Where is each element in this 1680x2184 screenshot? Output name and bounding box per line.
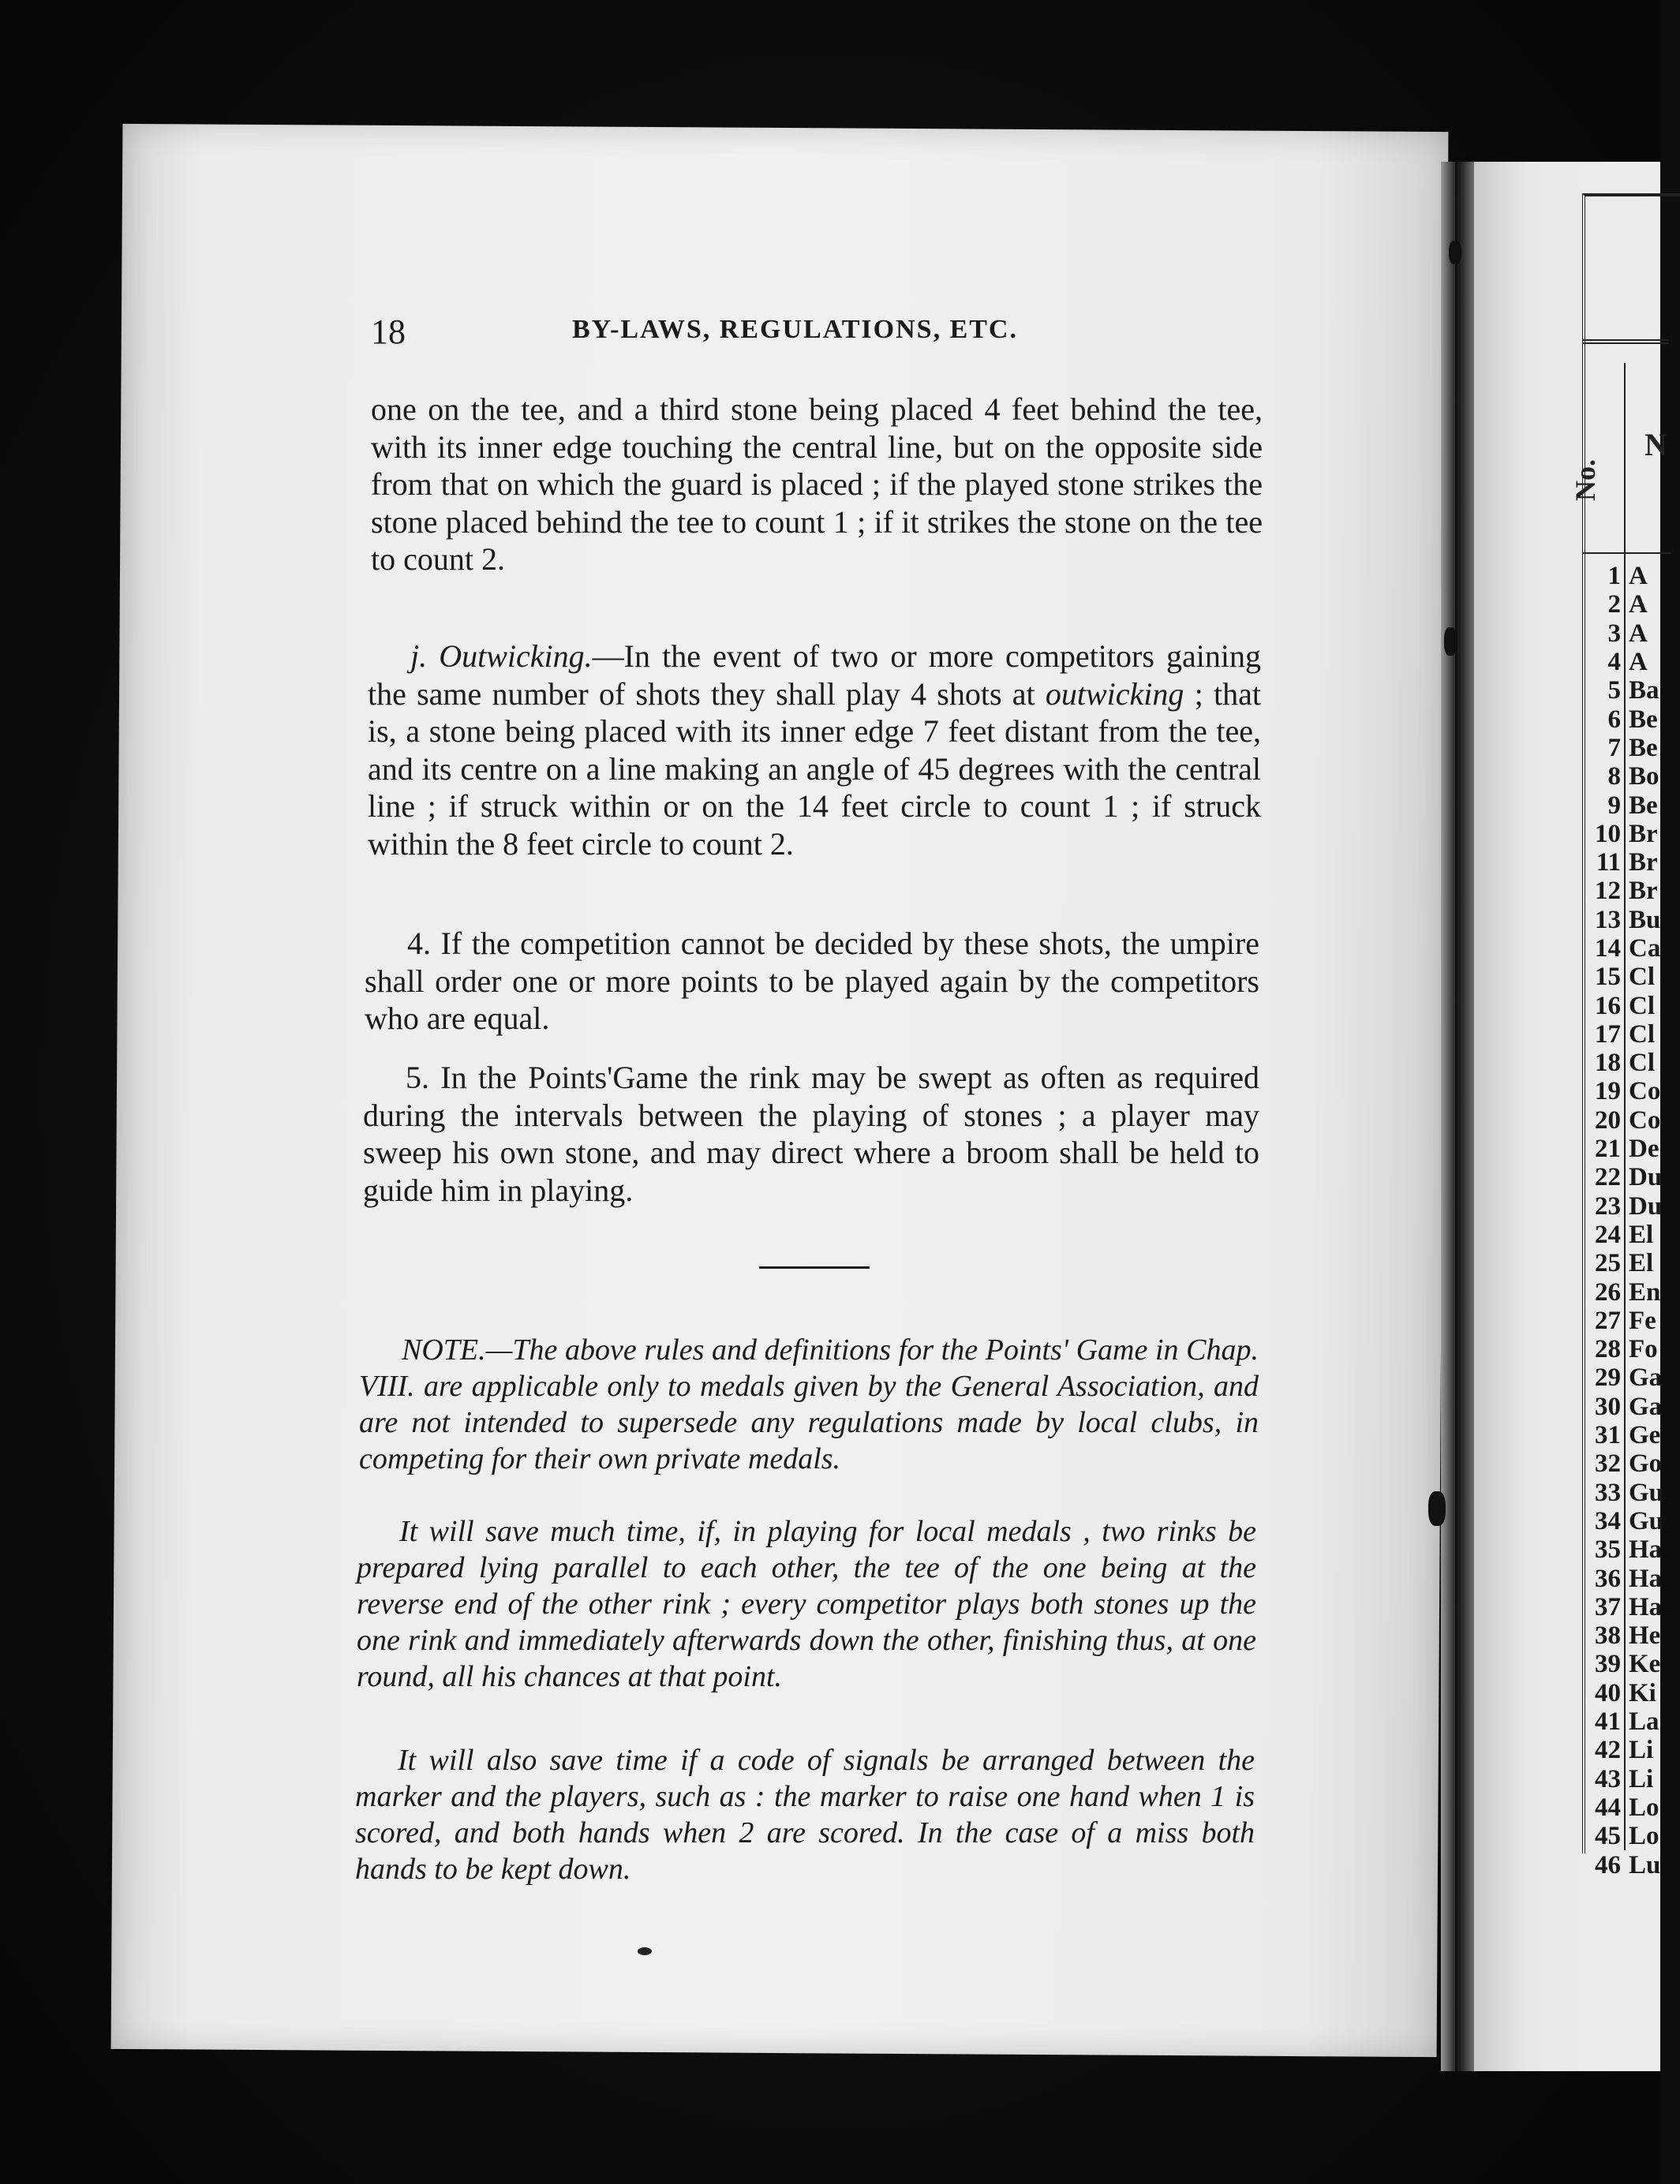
row-name-fragment: La — [1629, 1707, 1659, 1737]
row-name-fragment: Ga — [1629, 1363, 1663, 1393]
row-number: 14 — [1595, 934, 1621, 963]
facing-head-rule — [1582, 552, 1671, 554]
row-name-fragment: Ga — [1629, 1392, 1663, 1421]
row-name-fragment: Cl — [1629, 1019, 1655, 1049]
running-head: BY-LAWS, REGULATIONS, ETC. — [572, 315, 1018, 344]
row-number: 46 — [1595, 1850, 1621, 1879]
row-number: 42 — [1595, 1736, 1621, 1765]
row-number: 10 — [1595, 819, 1621, 848]
row-number: 37 — [1595, 1592, 1621, 1621]
facing-table-row — [1585, 1564, 1679, 1592]
row-name-fragment: Fo — [1629, 1335, 1658, 1364]
row-number: 13 — [1595, 905, 1621, 934]
row-number: 40 — [1595, 1678, 1621, 1707]
row-number: 41 — [1595, 1707, 1621, 1737]
row-number: 39 — [1595, 1650, 1621, 1679]
row-name-fragment: Du — [1629, 1191, 1663, 1221]
row-name-fragment: Go — [1629, 1449, 1663, 1479]
row-name-fragment: Li — [1629, 1736, 1654, 1765]
facing-table-row — [1585, 1192, 1679, 1221]
row-name-fragment: De — [1629, 1135, 1659, 1164]
row-name-fragment: Co — [1629, 1105, 1661, 1135]
facing-table-row — [1585, 1163, 1679, 1191]
facing-table-row — [1585, 1106, 1679, 1135]
facing-table-row — [1585, 1363, 1679, 1392]
row-name-fragment: A — [1629, 590, 1648, 619]
paragraph-text: 5. In the Points'Game the rink may be swept as often as required during the intervals between the playing of stones ; a player may sweep his own stone, and may direct where a broom shall be held to guide him in playing. — [363, 1060, 1259, 1208]
row-name-fragment: Lo — [1629, 1822, 1659, 1851]
clause-title: Outwicking. — [439, 638, 593, 674]
row-number: 28 — [1595, 1335, 1621, 1364]
row-name-fragment: Ge — [1629, 1421, 1661, 1450]
binding-mark — [1444, 627, 1457, 656]
row-name-fragment: He — [1629, 1621, 1661, 1651]
note-paragraph-1: NOTE.—The above rules and definitions for the Points' Game in Chap. VIII. are applicable only to medals given by the General Association, and are not intended to supersede any regulations made by local clubs, in competing for their own private medals. — [359, 1333, 1259, 1475]
row-name-fragment: Gu — [1629, 1478, 1664, 1507]
row-name-fragment: El — [1629, 1220, 1654, 1249]
facing-table-row — [1585, 1277, 1679, 1306]
facing-table-row — [1585, 1421, 1679, 1449]
facing-table-row — [1585, 1822, 1679, 1850]
row-number: 7 — [1607, 733, 1621, 762]
paragraph-text: one on the tee, and a third stone being placed 4 feet behind the tee, with its inner edge touching the central line, but on the opposite side from that on which the guard is placed ; if the played stone strikes the stone placed behind the tee to count 1 ; if it strikes the stone on the tee to count 2. — [371, 391, 1263, 577]
row-name-fragment: Cl — [1629, 963, 1655, 992]
facing-table-row — [1585, 1507, 1679, 1535]
paragraph-4 — [365, 925, 1259, 1038]
facing-table-rule — [1582, 339, 1669, 344]
facing-table-row — [1585, 1479, 1679, 1507]
row-number: 3 — [1607, 619, 1621, 648]
row-name-fragment: Ca — [1629, 934, 1661, 963]
clause-text: —In the event of two or more competitors gaining the same number of shots they shall play 4 shots at — [368, 638, 1261, 712]
row-number: 43 — [1595, 1764, 1621, 1793]
row-number: 12 — [1595, 877, 1621, 906]
row-number: 5 — [1607, 676, 1621, 705]
facing-table-row — [1585, 906, 1679, 934]
facing-table-row — [1585, 791, 1679, 819]
row-name-fragment: Ki — [1629, 1678, 1656, 1707]
row-name-fragment: El — [1629, 1249, 1654, 1278]
paragraph-continued — [371, 391, 1263, 578]
clause-text-continued: ; that is, a stone being placed with its inner edge 7 feet distant from the tee, and its centre on a line making an angle of 45 degrees with the central line ; if struck within or on the 14 feet circle to count 1 ; if struck within the 8 feet circle to count 2. — [368, 675, 1262, 862]
paragraph-5 — [363, 1059, 1259, 1209]
row-number: 17 — [1595, 1019, 1621, 1049]
row-number: 4 — [1607, 648, 1621, 677]
row-number: 23 — [1595, 1191, 1621, 1221]
row-number: 16 — [1595, 991, 1621, 1020]
row-name-fragment: En — [1629, 1277, 1661, 1307]
row-name-fragment: A — [1629, 648, 1648, 677]
facing-table-row — [1585, 934, 1679, 963]
row-name-fragment: Bo — [1629, 762, 1659, 791]
facing-table-row — [1585, 848, 1679, 877]
row-number: 9 — [1607, 791, 1621, 820]
paragraph-text: 4. If the competition cannot be decided by these shots, the umpire shall order one or more points to be played again by the competitors who are equal. — [365, 926, 1259, 1036]
facing-table-row — [1585, 1335, 1679, 1363]
row-name-fragment: Ha — [1629, 1564, 1663, 1593]
row-number: 2 — [1607, 590, 1621, 619]
facing-table-row — [1585, 1049, 1679, 1077]
row-number: 33 — [1595, 1478, 1621, 1507]
facing-table-row — [1585, 1535, 1679, 1564]
row-number: 1 — [1607, 562, 1621, 591]
row-name-fragment: Bu — [1629, 905, 1661, 934]
facing-table-row — [1585, 1736, 1679, 1764]
clause-label: j. — [410, 638, 428, 674]
facing-table-row — [1585, 1764, 1679, 1793]
facing-table-row — [1585, 877, 1679, 905]
row-number: 32 — [1595, 1449, 1621, 1479]
note-paragraph-3: It will also save time if a code of signals be arranged between the marker and the players, such as : the marker to raise one hand when 1 is scored, and both hands when 2 are scored. In the case of a miss both hands to be kept down. — [355, 1744, 1255, 1886]
facing-table-row — [1585, 1449, 1679, 1478]
row-number: 26 — [1595, 1277, 1621, 1307]
facing-table-row — [1585, 648, 1679, 676]
row-number: 20 — [1595, 1105, 1621, 1135]
row-number: 18 — [1595, 1049, 1621, 1078]
row-name-fragment: Ha — [1629, 1592, 1663, 1621]
facing-table-row — [1585, 619, 1679, 648]
row-name-fragment: Br — [1629, 819, 1658, 848]
ink-mark — [638, 1947, 652, 1955]
book-gutter — [1441, 162, 1474, 2071]
gutter-line — [1455, 162, 1457, 2071]
row-name-fragment: Ha — [1629, 1535, 1663, 1565]
row-name-fragment: Lo — [1629, 1793, 1659, 1822]
row-number: 24 — [1595, 1220, 1621, 1249]
facing-table-row — [1585, 562, 1679, 590]
facing-head-fragment: N — [1644, 427, 1667, 462]
row-name-fragment: Gu — [1629, 1506, 1664, 1535]
facing-table-row — [1585, 1135, 1679, 1163]
row-name-fragment: Ba — [1629, 676, 1659, 705]
row-number: 11 — [1596, 848, 1621, 877]
facing-table-row — [1585, 1307, 1679, 1335]
facing-table-row — [1585, 1650, 1679, 1678]
facing-table-row — [1585, 1077, 1679, 1105]
facing-table-row — [1585, 963, 1679, 991]
row-number: 35 — [1595, 1535, 1621, 1565]
row-number: 38 — [1595, 1621, 1621, 1651]
row-number: 34 — [1595, 1506, 1621, 1535]
paragraph-outwicking — [368, 638, 1261, 862]
facing-table-row — [1585, 1221, 1679, 1249]
row-number: 21 — [1595, 1135, 1621, 1164]
row-number: 8 — [1607, 762, 1621, 791]
row-number: 31 — [1595, 1421, 1621, 1450]
row-name-fragment: Cl — [1629, 991, 1655, 1020]
row-name-fragment: Co — [1629, 1077, 1661, 1106]
facing-table-row — [1585, 1679, 1679, 1707]
facing-table-row — [1585, 1249, 1679, 1277]
facing-table-row — [1585, 762, 1679, 791]
facing-table-row — [1585, 1621, 1679, 1650]
row-name-fragment: Be — [1629, 733, 1658, 762]
facing-table-row — [1585, 705, 1679, 733]
facing-table-rows — [1585, 562, 1679, 1879]
facing-table-row — [1585, 1707, 1679, 1736]
row-name-fragment: Du — [1629, 1163, 1663, 1192]
row-number: 44 — [1595, 1793, 1621, 1822]
facing-table-row — [1585, 590, 1679, 619]
section-divider — [759, 1266, 870, 1269]
note-paragraph-2: It will save much time, if, in playing for local medals , two rinks be prepared lying parallel to each other, the tee of the one being at the reverse end of the other rink ; every competitor plays both stones up the one rink and immediately afterwards down the other, finishing thus, at one round, all his chances at that point. — [357, 1515, 1256, 1693]
facing-table-row — [1585, 1793, 1679, 1822]
facing-table-row — [1585, 820, 1679, 848]
row-number: 45 — [1595, 1822, 1621, 1851]
clause-italic-term: outwicking — [1045, 675, 1184, 712]
facing-table-row — [1585, 991, 1679, 1019]
page-number: 18 — [371, 312, 406, 351]
facing-table-row — [1585, 676, 1679, 705]
facing-table-row — [1585, 1593, 1679, 1621]
binding-mark — [1428, 1491, 1446, 1526]
row-number: 19 — [1595, 1077, 1621, 1106]
row-number: 22 — [1595, 1163, 1621, 1192]
row-name-fragment: A — [1629, 619, 1648, 648]
row-name-fragment: Li — [1629, 1764, 1654, 1793]
row-name-fragment: Be — [1629, 791, 1658, 820]
row-name-fragment: Lu — [1629, 1850, 1661, 1879]
row-number: 30 — [1595, 1392, 1621, 1421]
row-name-fragment: Br — [1629, 877, 1658, 906]
row-number: 6 — [1607, 705, 1621, 734]
row-number: 15 — [1595, 963, 1621, 992]
binding-mark — [1449, 241, 1461, 264]
row-name-fragment: Be — [1629, 705, 1658, 734]
row-name-fragment: Ke — [1629, 1650, 1661, 1679]
row-name-fragment: Br — [1629, 848, 1658, 877]
row-number: 36 — [1595, 1564, 1621, 1593]
row-name-fragment: A — [1629, 562, 1648, 591]
facing-table-row — [1585, 1850, 1679, 1879]
page-header — [371, 312, 1263, 351]
facing-table-row — [1585, 734, 1679, 762]
row-number: 27 — [1595, 1306, 1621, 1335]
facing-table-row — [1585, 1020, 1679, 1049]
row-name-fragment: Fe — [1629, 1306, 1656, 1335]
facing-column-head: No. — [1570, 459, 1601, 501]
row-name-fragment: Cl — [1629, 1049, 1655, 1078]
row-number: 25 — [1595, 1249, 1621, 1278]
row-number: 29 — [1595, 1363, 1621, 1393]
facing-table-row — [1585, 1393, 1679, 1421]
